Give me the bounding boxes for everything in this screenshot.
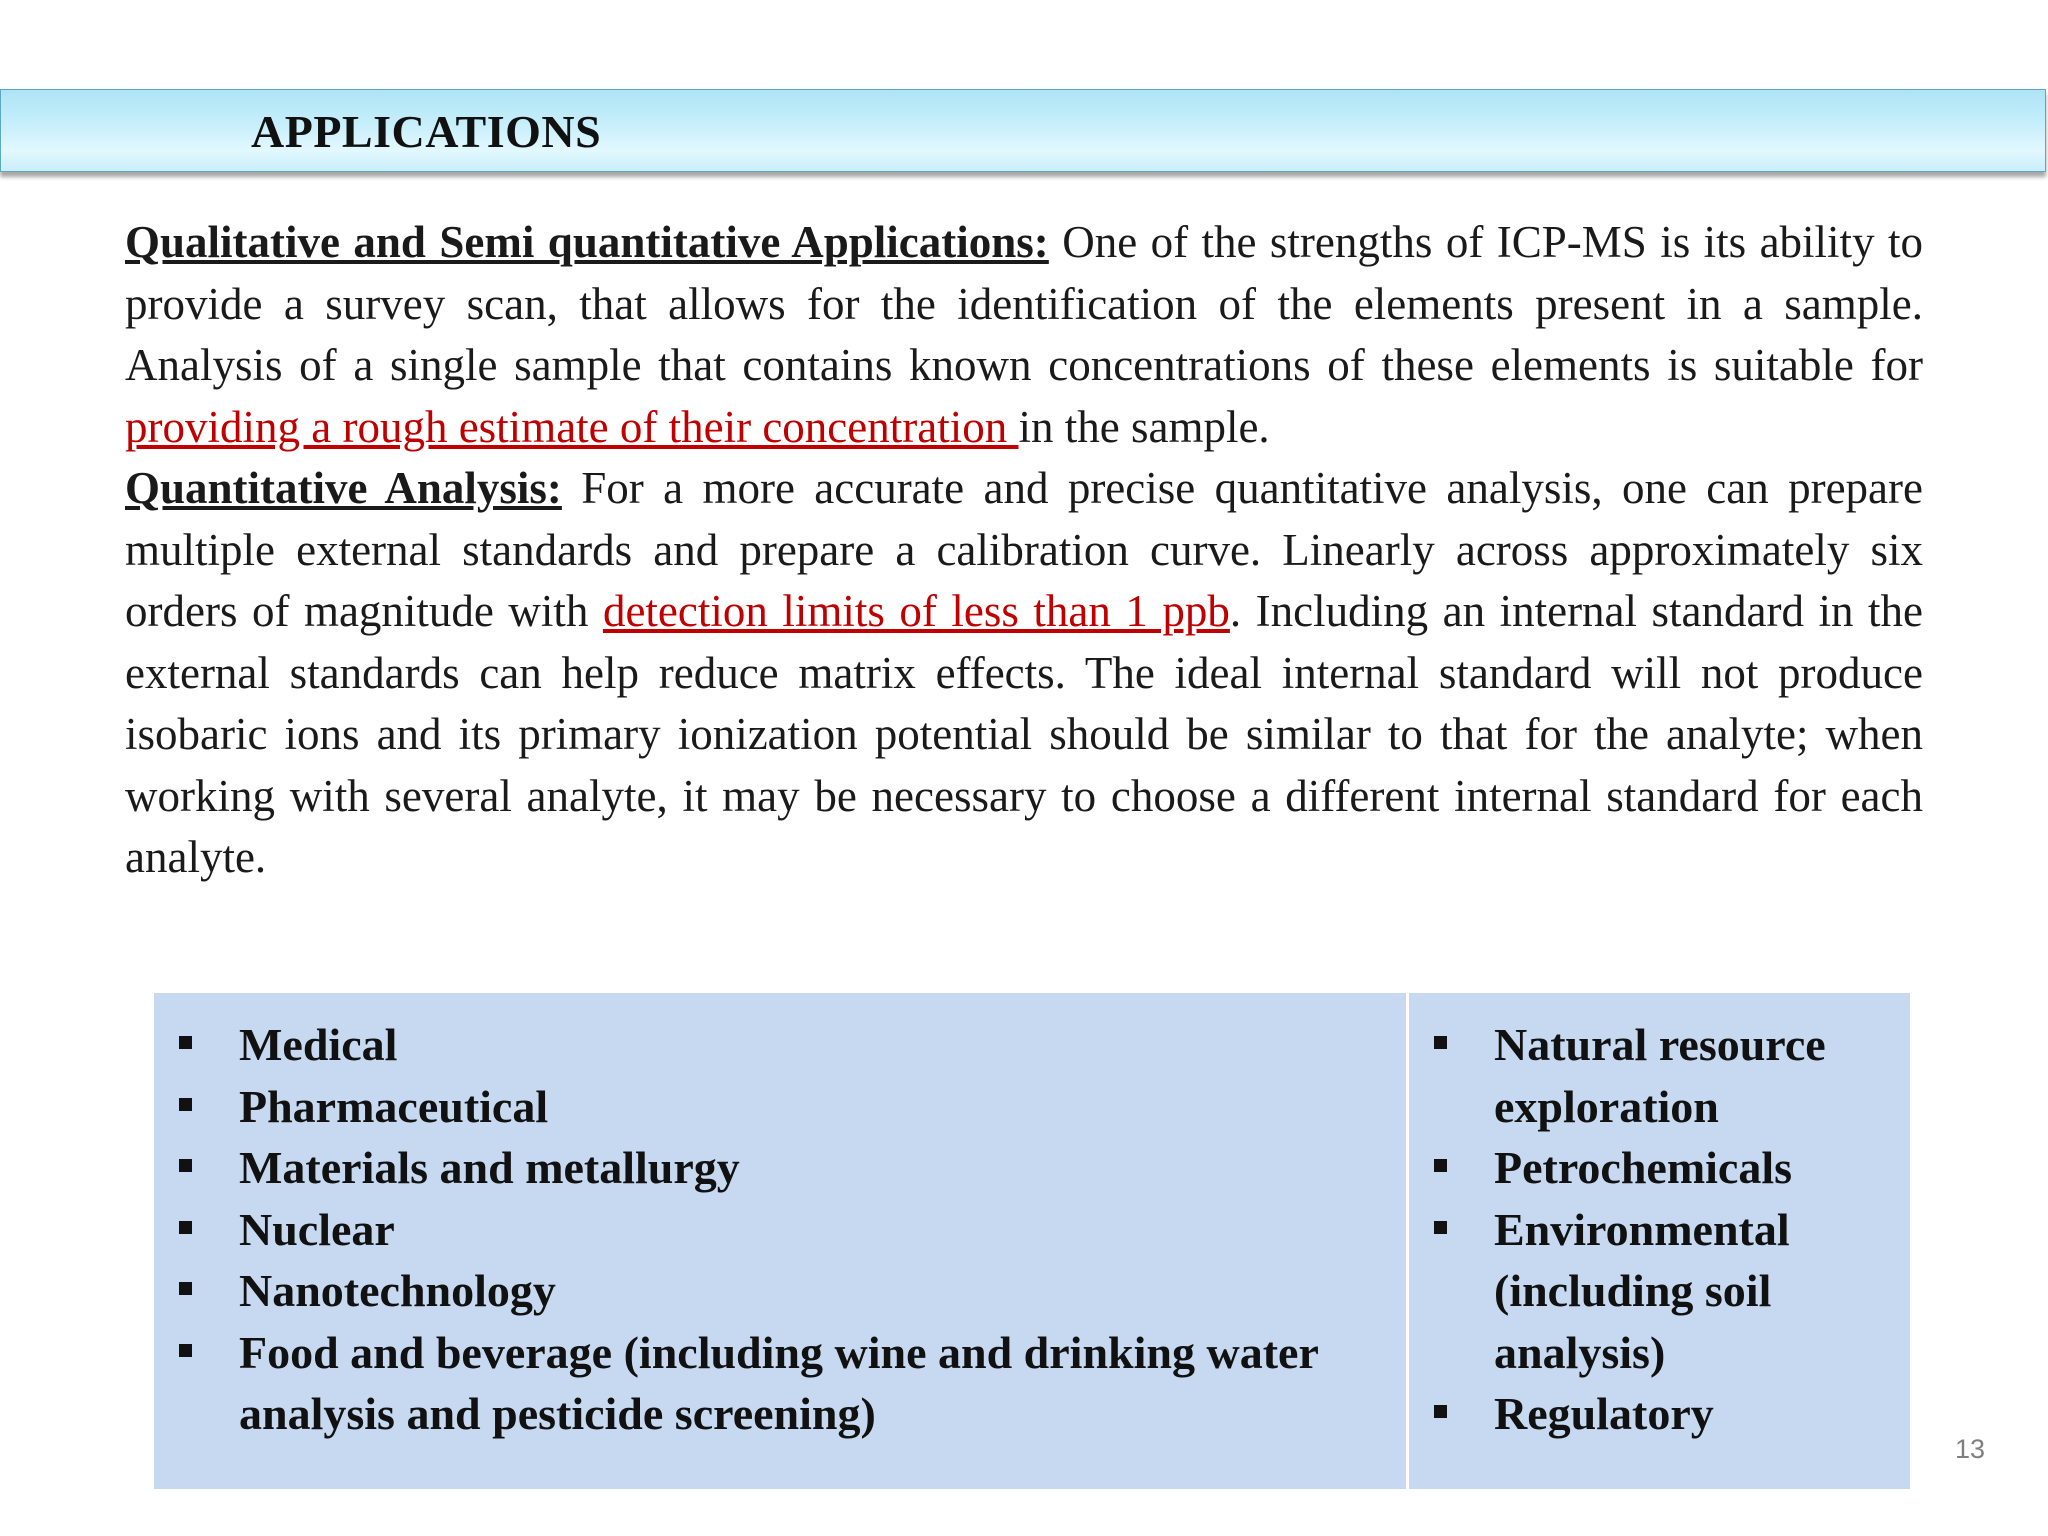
- page-number: 13: [1954, 1434, 1985, 1464]
- list-item: Petrochemicals: [1409, 1137, 1910, 1199]
- list-item: Nanotechnology: [154, 1260, 1406, 1322]
- list-item: Pharmaceutical: [154, 1076, 1406, 1138]
- list-item: Medical: [154, 1014, 1406, 1076]
- square-bullet-icon: [1434, 1159, 1447, 1172]
- paragraph-heading: Qualitative and Semi quantitative Applications:: [125, 217, 1049, 267]
- list-item: Food and beverage (including wine and drinking water analysis and pesticide screening): [154, 1322, 1406, 1445]
- square-bullet-icon: [1434, 1405, 1447, 1418]
- list-item: Nuclear: [154, 1199, 1406, 1261]
- list-item: Regulatory: [1409, 1383, 1910, 1445]
- paragraph-heading: Quantitative Analysis:: [125, 463, 562, 513]
- applications-column-left: [154, 993, 1409, 1489]
- paragraph-text: . Including an internal standard in the external standards can help reduce matrix effects. The ideal internal standard will not produce isobaric ions and its primary ionization potential should be similar to that for the analyte; when working with several analyte, it may be necessary to choose a different internal standard for each analyte.: [125, 586, 1923, 882]
- paragraph-text: One of the strengths of ICP-MS is its ability to provide a survey scan, that allows for the identification of the elements present in a sample. Analysis of a single sample that contains known concentrations of these elements is suitable for: [125, 217, 1923, 390]
- title-bar: [0, 89, 2046, 172]
- applications-table: [154, 993, 1910, 1489]
- slide-title: APPLICATIONS: [251, 106, 602, 157]
- square-bullet-icon: [179, 1344, 192, 1357]
- paragraph-qualitative: [125, 212, 1923, 458]
- paragraph-text: For a more accurate and precise quantitative analysis, one can prepare multiple external standards and prepare a calibration curve. Linearly across approximately six orders of magnitude with: [125, 463, 1923, 636]
- square-bullet-icon: [179, 1221, 192, 1234]
- square-bullet-icon: [179, 1098, 192, 1111]
- applications-list-left: [154, 1014, 1406, 1445]
- square-bullet-icon: [179, 1282, 192, 1295]
- square-bullet-icon: [1434, 1221, 1447, 1234]
- paragraph-quantitative: [125, 458, 1923, 889]
- square-bullet-icon: [179, 1159, 192, 1172]
- highlighted-phrase: providing a rough estimate of their concentration: [125, 401, 1019, 452]
- list-item: Materials and metallurgy: [154, 1137, 1406, 1199]
- highlighted-phrase: detection limits of less than 1 ppb: [602, 586, 1230, 636]
- applications-column-right: [1409, 993, 1910, 1489]
- body-text: [125, 212, 1923, 889]
- square-bullet-icon: [179, 1036, 192, 1049]
- list-item: Natural resource exploration: [1409, 1014, 1910, 1137]
- applications-list-right: [1409, 1014, 1910, 1445]
- paragraph-text: in the sample.: [1018, 401, 1270, 452]
- square-bullet-icon: [1434, 1036, 1447, 1049]
- list-item: Environmental (including soil analysis): [1409, 1199, 1910, 1384]
